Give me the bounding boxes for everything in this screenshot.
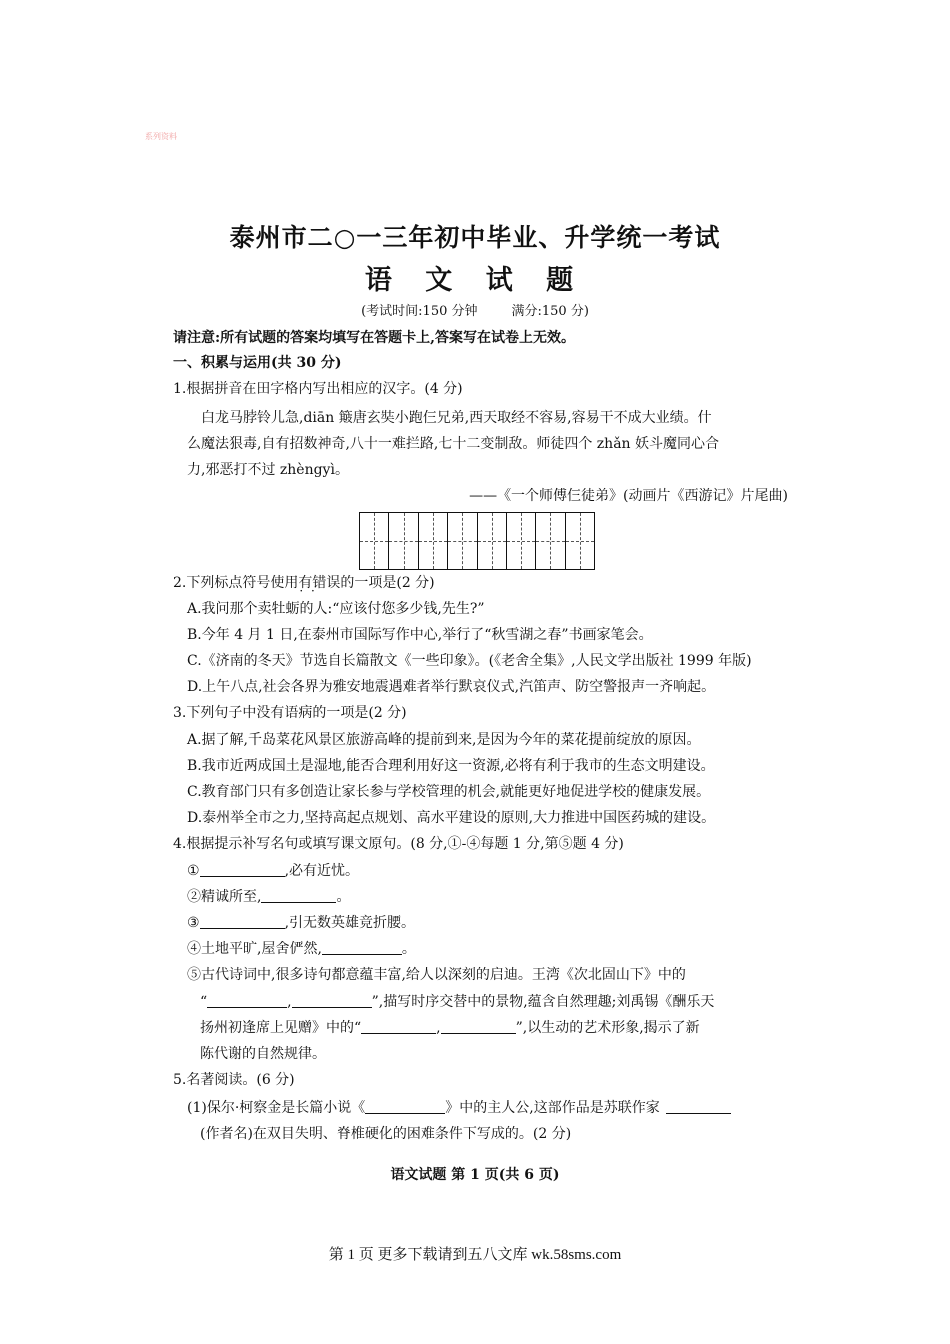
grid-cell xyxy=(507,513,536,569)
q2-option-c: C.《济南的冬天》节选自长篇散文《一些印象》。(《老舍全集》,人民文学出版社 1999 年版) xyxy=(187,653,752,669)
watermark: 系列资料 xyxy=(145,132,177,141)
q3-stem: 3.下列句子中没有语病的一项是(2 分) xyxy=(173,705,407,721)
subject-title: 语 文 试 题 xyxy=(364,265,586,296)
exam-time: (考试时间:150 分钟 xyxy=(361,304,478,319)
grid-cell xyxy=(448,513,477,569)
answer-blank xyxy=(261,888,336,903)
section-heading: 一、积累与运用(共 30 分) xyxy=(173,355,342,371)
q4-item-5-line4: 陈代谢的自然规律。 xyxy=(200,1046,326,1062)
grid-cell xyxy=(566,513,594,569)
q4-stem: 4.根据提示补写名句或填写课文原句。(8 分,①-④每题 1 分,第⑤题 4 分) xyxy=(173,836,624,852)
q4-item-5-line1: ⑤古代诗词中,很多诗句都意蕴丰富,给人以深刻的启迪。王湾《次北固山下》中的 xyxy=(187,967,686,983)
answer-blank xyxy=(207,993,287,1008)
answer-blank xyxy=(361,1019,436,1034)
answer-blank xyxy=(200,862,285,877)
q4-item-4: ④土地平旷,屋舍俨然, 。 xyxy=(187,941,416,957)
tianzige-grid xyxy=(359,512,595,570)
q4-item-5-line3: 扬州初逢席上见赠》中的“ , ”,以生动的艺术形象,揭示了新 xyxy=(200,1020,700,1036)
q1-text-line: 么魔法狠毒,自有招数神奇,八十一难拦路,七十二变制敌。师徒四个 zhǎn 妖斗魔同心合 xyxy=(187,436,720,452)
answer-blank xyxy=(441,1019,516,1034)
q3-option-a: A.据了解,千岛菜花风景区旅游高峰的提前到来,是因为今年的菜花提前绽放的原因。 xyxy=(187,732,701,748)
answer-blank xyxy=(200,914,285,929)
answer-blank xyxy=(666,1099,731,1114)
answer-blank xyxy=(322,940,402,955)
q5-part1-line1: (1)保尔·柯察金是长篇小说《 》中的主人公,这部作品是苏联作家 xyxy=(187,1097,731,1117)
emphasis-dots: 有错误 · · xyxy=(298,572,340,592)
page-footer: 语文试题 第 1 页(共 6 页) xyxy=(390,1167,560,1183)
q1-source: ——《一个师傅仨徒弟》(动画片《西游记》片尾曲) xyxy=(469,488,788,504)
exam-title: 泰州市二○一三年初中毕业、升学统一考试 xyxy=(229,223,721,252)
q4-item-1: ① ,必有近忧。 xyxy=(187,863,360,879)
q3-option-d: D.泰州举全市之力,坚持高起点规划、高水平建设的原则,大力推进中国医药城的建设。 xyxy=(187,810,716,826)
q5-part1-line2: (作者名)在双目失明、脊椎硬化的困难条件下写成的。(2 分) xyxy=(200,1126,572,1142)
grid-cell xyxy=(419,513,448,569)
q4-item-5-line2: “ , ”,描写时序交替中的景物,蕴含自然理趣;刘禹锡《酬乐天 xyxy=(200,994,715,1010)
q2-stem: 2.下列标点符号使用有错误 · ·的一项是(2 分) xyxy=(173,572,435,592)
q4-item-2: ②精诚所至, 。 xyxy=(187,889,351,905)
q1-stem: 1.根据拼音在田字格内写出相应的汉字。(4 分) xyxy=(173,381,463,397)
answer-blank xyxy=(292,993,372,1008)
q3-option-c: C.教育部门只有多创造让家长参与学校管理的机会,就能更好地促进学校的健康发展。 xyxy=(187,784,711,800)
q3-option-b: B.我市近两成国土是湿地,能否合理利用好这一资源,必将有利于我市的生态文明建设。 xyxy=(187,758,715,774)
q2-option-d: D.上午八点,社会各界为雅安地震遇难者举行默哀仪式,汽笛声、防空警报声一齐响起。 xyxy=(187,679,716,695)
exam-score: 满分:150 分) xyxy=(511,304,589,319)
grid-cell xyxy=(389,513,418,569)
grid-cell xyxy=(536,513,565,569)
answer-blank xyxy=(365,1099,445,1114)
download-footer: 第 1 页 更多下载请到五八文库 wk.58sms.com xyxy=(328,1247,622,1263)
q4-item-3: ③ ,引无数英雄竞折腰。 xyxy=(187,915,416,931)
q2-option-b: B.今年 4 月 1 日,在泰州市国际写作中心,举行了“秋雪湖之春”书画家笔会。 xyxy=(187,627,653,643)
notice: 请注意:所有试题的答案均填写在答题卡上,答案写在试卷上无效。 xyxy=(173,330,576,346)
grid-cell xyxy=(360,513,389,569)
q1-text-line: 力,邪恶打不过 zhèngyì。 xyxy=(187,462,349,478)
q2-option-a: A.我问那个卖牡蛎的人:“应该付您多少钱,先生?” xyxy=(187,601,485,617)
q1-text-line: 白龙马脖铃儿急,diān 簸唐玄奘小跑仨兄弟,西天取经不容易,容易干不成大业绩。什 xyxy=(201,410,712,426)
q5-stem: 5.名著阅读。(6 分) xyxy=(173,1072,295,1088)
exam-info xyxy=(0,300,950,319)
grid-cell xyxy=(478,513,507,569)
